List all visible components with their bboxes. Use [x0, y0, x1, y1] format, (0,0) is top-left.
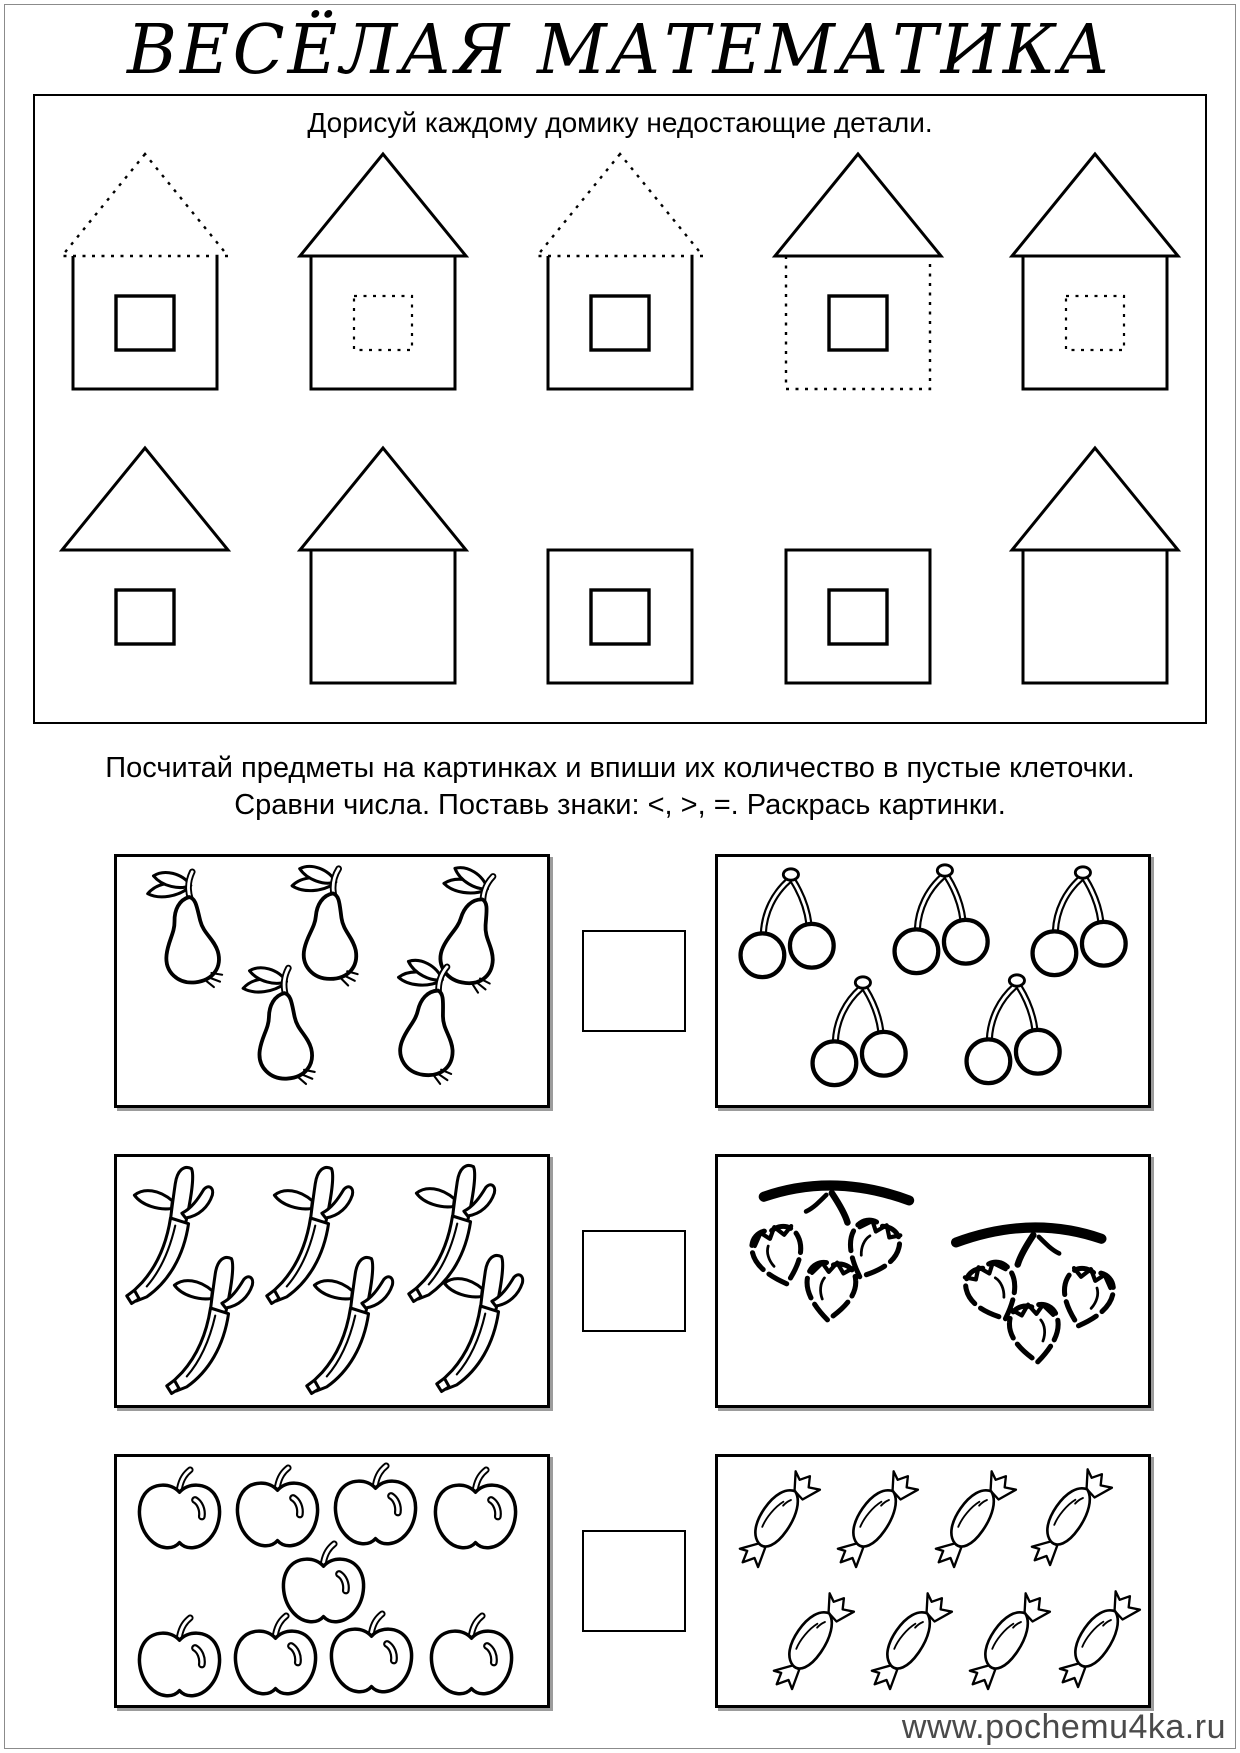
fruit-box-candies — [715, 1454, 1151, 1708]
house-roof — [300, 448, 466, 550]
answer-cell[interactable] — [582, 1530, 686, 1632]
house-roof — [300, 154, 466, 256]
fruit-box-cherries — [715, 854, 1151, 1108]
candy-icon — [861, 1589, 957, 1694]
apple-icon — [331, 1614, 411, 1692]
page-title: ВЕСЁЛАЯ МАТЕМАТИКА — [126, 11, 1114, 90]
apple-icon — [435, 1470, 515, 1548]
house — [525, 440, 715, 690]
house-body — [548, 550, 692, 683]
counting-section — [0, 750, 1240, 1708]
strawberry-cluster-icon — [747, 1185, 909, 1322]
house-window — [829, 590, 887, 644]
counting-instruction — [0, 750, 1240, 824]
answer-cell[interactable] — [582, 1230, 686, 1332]
house-body — [548, 256, 692, 389]
house-window — [591, 590, 649, 644]
house — [763, 440, 953, 690]
pear-icon — [242, 965, 316, 1088]
cherry-pair-icon — [813, 977, 906, 1085]
cherry-pair-icon — [741, 869, 834, 977]
candy-icon — [925, 1467, 1021, 1572]
candy-icon — [827, 1467, 923, 1572]
apple-icon — [235, 1616, 315, 1694]
house-roof — [62, 448, 228, 550]
strawberry-cluster-icon — [956, 1227, 1118, 1364]
house-window — [829, 296, 887, 350]
candy-icon — [1021, 1465, 1117, 1570]
banana-icon — [307, 1257, 393, 1393]
houses-section — [33, 94, 1207, 724]
cherry-pair-icon — [967, 975, 1060, 1083]
house-window — [354, 296, 412, 350]
house — [50, 440, 240, 690]
house-body — [1023, 256, 1167, 389]
house — [525, 146, 715, 396]
house-roof — [62, 154, 228, 256]
candy-icon — [763, 1589, 859, 1694]
house-roof — [775, 154, 941, 256]
house-window — [116, 296, 174, 350]
house-roof — [1012, 448, 1178, 550]
apple-icon — [335, 1466, 415, 1544]
comparison-row — [114, 1154, 1240, 1408]
fruit-box-strawberries — [715, 1154, 1151, 1408]
footer-url: www.pochemu4ka.ru — [901, 1708, 1226, 1746]
pear-icon — [146, 868, 224, 993]
house — [288, 440, 478, 690]
apple-icon — [139, 1618, 219, 1696]
house — [1000, 146, 1190, 396]
house-body — [1023, 550, 1167, 683]
house-body — [311, 550, 455, 683]
apple-icon — [139, 1470, 219, 1548]
house-row — [35, 146, 1205, 396]
apple-icon — [431, 1616, 511, 1694]
fruit-box-bananas — [114, 1154, 550, 1408]
house — [288, 146, 478, 396]
house — [763, 146, 953, 396]
fruit-box-apples — [114, 1454, 550, 1708]
house — [50, 146, 240, 396]
comparison-row — [114, 1454, 1240, 1708]
counting-instruction-line2: Сравни числа. Поставь знаки: <, >, =. Раскрась картинки. — [234, 789, 1006, 821]
houses-instruction: Дорисуй каждому домику недостающие детали. — [307, 107, 933, 138]
house-roof — [537, 154, 703, 256]
house-window — [116, 590, 174, 644]
house — [1000, 440, 1190, 690]
house-body — [73, 256, 217, 389]
apple-icon — [283, 1544, 363, 1622]
comparison-row — [114, 854, 1240, 1108]
house-row — [35, 440, 1205, 690]
comparisons — [0, 854, 1240, 1708]
houses-rows — [35, 146, 1205, 690]
cherry-pair-icon — [895, 865, 988, 973]
house-window — [1066, 296, 1124, 350]
banana-icon — [167, 1257, 253, 1393]
counting-instruction-line1: Посчитай предметы на картинках и впиши их количество в пустые клеточки. — [105, 752, 1135, 784]
house-roof — [1012, 154, 1178, 256]
candy-icon — [729, 1467, 825, 1572]
house-body — [786, 256, 930, 389]
house-body — [311, 256, 455, 389]
apple-icon — [237, 1468, 317, 1546]
candy-icon — [959, 1589, 1055, 1694]
pear-icon — [292, 866, 358, 985]
house-window — [591, 296, 649, 350]
fruit-box-pears — [114, 854, 550, 1108]
house-body — [786, 550, 930, 683]
answer-cell[interactable] — [582, 930, 686, 1032]
candy-icon — [1049, 1587, 1145, 1692]
cherry-pair-icon — [1033, 867, 1126, 975]
